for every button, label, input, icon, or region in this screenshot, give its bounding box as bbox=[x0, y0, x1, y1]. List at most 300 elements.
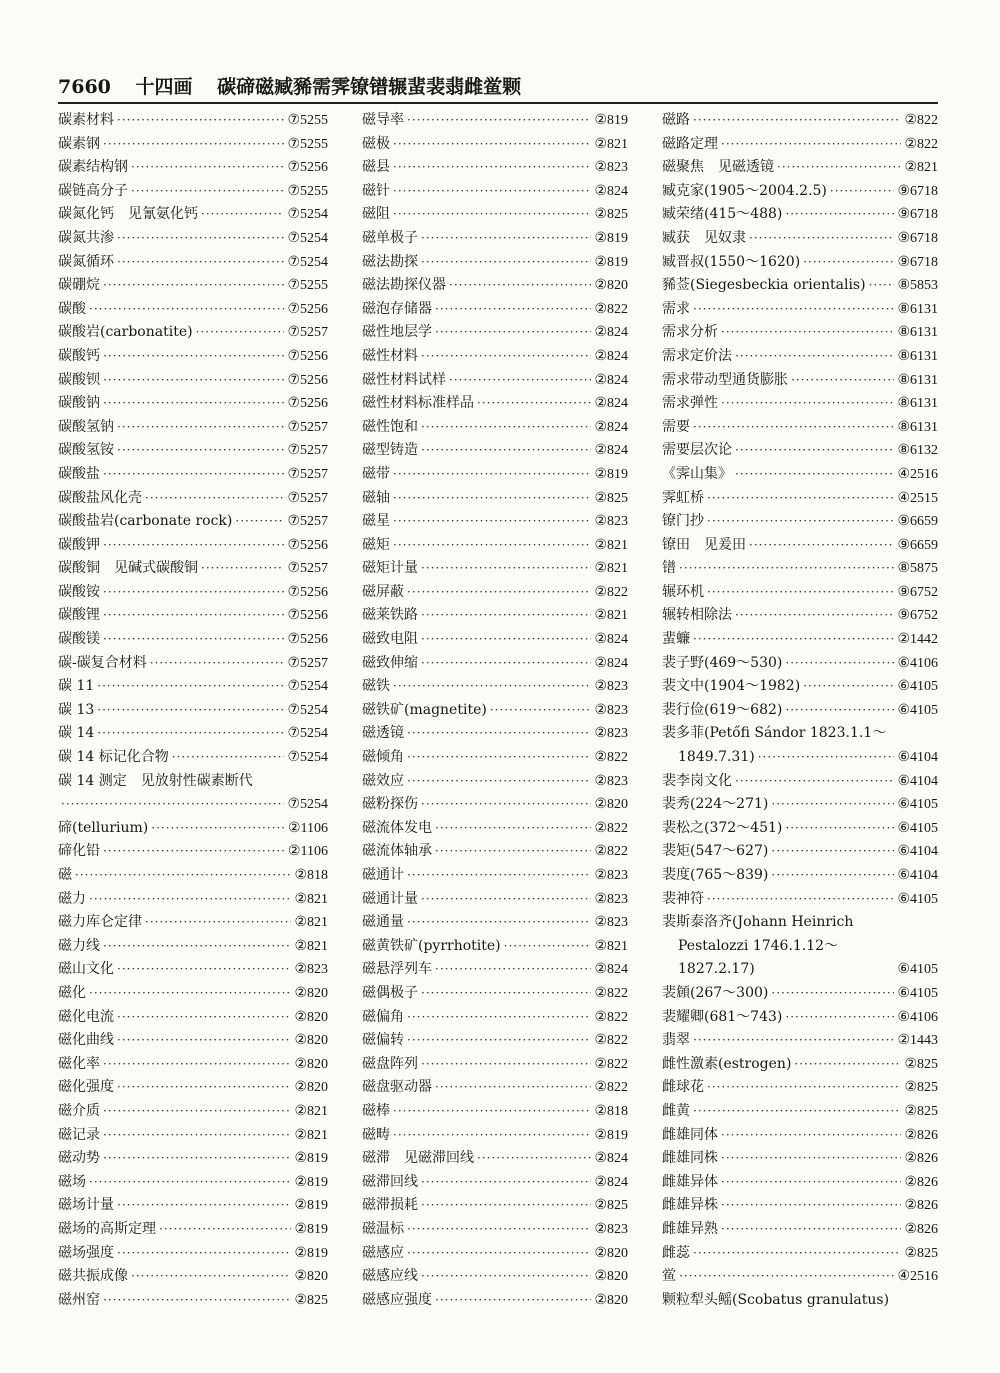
index-entry bbox=[58, 793, 328, 817]
index-entry bbox=[662, 699, 938, 723]
leader-dots bbox=[103, 1147, 291, 1171]
leader-dots bbox=[693, 298, 894, 322]
entry-reference: ⑦5257 bbox=[287, 561, 328, 577]
entry-reference: ②819 bbox=[294, 1174, 328, 1190]
index-entry bbox=[58, 817, 328, 841]
entry-term: 1849.7.31) bbox=[678, 749, 755, 766]
entry-reference: ②822 bbox=[594, 1080, 628, 1096]
leader-dots bbox=[201, 557, 284, 581]
entry-term: 磁通计量 bbox=[362, 890, 418, 907]
index-entry bbox=[662, 652, 938, 676]
entry-term: 碳氮共渗 bbox=[58, 229, 114, 246]
index-entry bbox=[58, 298, 328, 322]
entry-term: 磁棒 bbox=[362, 1102, 390, 1119]
leader-dots bbox=[693, 1242, 901, 1266]
entry-term: 磁盘驱动器 bbox=[362, 1079, 432, 1096]
entry-reference: ②826 bbox=[904, 1198, 938, 1214]
index-entry bbox=[362, 652, 628, 676]
entry-reference: ⑥4104 bbox=[897, 773, 938, 789]
entry-term: 磁带 bbox=[362, 465, 390, 482]
page-header bbox=[58, 72, 938, 102]
index-entry bbox=[662, 156, 938, 180]
leader-dots bbox=[735, 345, 894, 369]
entry-reference: ⑨6659 bbox=[897, 514, 938, 530]
index-entry bbox=[662, 439, 938, 463]
entry-term: 裴度(765～839) bbox=[662, 867, 769, 883]
leader-dots bbox=[771, 840, 894, 864]
entry-term: 裴行俭(619～682) bbox=[662, 701, 783, 718]
leader-dots bbox=[393, 203, 591, 227]
entry-reference: ②823 bbox=[594, 868, 628, 883]
index-entry bbox=[662, 770, 938, 794]
entry-reference: ⑨6718 bbox=[897, 230, 938, 246]
leader-dots bbox=[103, 840, 285, 864]
leader-dots bbox=[435, 840, 591, 864]
entry-term: 磁县 bbox=[362, 159, 390, 176]
leader-dots bbox=[435, 817, 591, 841]
leader-dots bbox=[97, 675, 284, 699]
entry-term: 雌性激素(estrogen) bbox=[662, 1055, 792, 1072]
index-entry bbox=[662, 1289, 938, 1313]
entry-term: 裴矩(547～627) bbox=[662, 843, 769, 860]
entry-reference: ②821 bbox=[594, 938, 628, 954]
leader-dots bbox=[693, 416, 894, 440]
entry-term: Pestalozzi 1746.1.12～ bbox=[678, 937, 839, 954]
index-entry bbox=[662, 321, 938, 345]
entry-term: 磁场 bbox=[58, 1173, 86, 1190]
index-entry bbox=[662, 1029, 938, 1053]
index-entry bbox=[58, 982, 328, 1006]
leader-dots bbox=[131, 156, 284, 180]
entry-reference: ②824 bbox=[594, 632, 628, 648]
leader-dots bbox=[721, 1218, 901, 1242]
leader-dots bbox=[201, 203, 284, 227]
index-entry bbox=[362, 770, 628, 794]
entry-reference: ②824 bbox=[594, 1174, 628, 1190]
entry-reference: ②820 bbox=[294, 1033, 328, 1049]
entry-reference: ⑦5255 bbox=[287, 183, 328, 199]
index-entry bbox=[662, 1053, 938, 1077]
index-entry bbox=[362, 1029, 628, 1053]
leader-dots bbox=[421, 888, 591, 912]
index-entry bbox=[362, 1194, 628, 1218]
leader-dots bbox=[707, 510, 894, 534]
entry-term: 磁粉探伤 bbox=[362, 796, 418, 813]
leader-dots bbox=[421, 557, 591, 581]
entry-term: 磁极 bbox=[362, 135, 390, 152]
index-entry bbox=[58, 1006, 328, 1030]
entry-reference: ②822 bbox=[594, 301, 628, 317]
entry-reference: ②822 bbox=[594, 820, 628, 836]
index-entry bbox=[58, 1242, 328, 1266]
entry-reference: ⑧6132 bbox=[897, 443, 938, 459]
entry-term: 裴頠(267～300) bbox=[662, 984, 769, 1001]
index-entry bbox=[362, 840, 628, 864]
index-entry bbox=[362, 298, 628, 322]
entry-reference: ⑥4104 bbox=[897, 868, 938, 883]
leader-dots bbox=[785, 1006, 894, 1030]
index-entry bbox=[362, 982, 628, 1006]
entry-reference: ②823 bbox=[594, 514, 628, 530]
leader-dots bbox=[407, 911, 591, 935]
index-entry bbox=[362, 1171, 628, 1195]
entry-reference: ②820 bbox=[294, 1009, 328, 1025]
entry-term: 磁致电阻 bbox=[362, 631, 418, 648]
entry-reference: ⑧5853 bbox=[897, 278, 938, 294]
index-entry bbox=[662, 392, 938, 416]
leader-dots bbox=[407, 770, 591, 794]
entry-term: 雌雄异体 bbox=[662, 1173, 718, 1190]
entry-term: 1827.2.17) bbox=[678, 961, 755, 978]
index-entry bbox=[362, 888, 628, 912]
leader-dots bbox=[721, 1171, 901, 1195]
leader-dots bbox=[421, 251, 591, 275]
entry-term: 磁性地层学 bbox=[362, 324, 432, 341]
entry-term: 碳 11 bbox=[58, 678, 95, 695]
leader-dots bbox=[131, 180, 284, 204]
index-entry bbox=[662, 487, 938, 511]
index-entry bbox=[362, 1147, 628, 1171]
leader-dots bbox=[421, 793, 591, 817]
leader-dots bbox=[693, 1029, 894, 1053]
entry-term: 磁透镜 bbox=[362, 725, 404, 742]
entry-term: 碳酸氢铵 bbox=[58, 442, 114, 459]
leader-dots bbox=[89, 1171, 291, 1195]
entry-term: 磁介质 bbox=[58, 1102, 100, 1119]
index-entry bbox=[58, 628, 328, 652]
leader-dots bbox=[693, 1100, 901, 1124]
entry-term: 磁单极子 bbox=[362, 229, 418, 246]
entry-term: 磁流体轴承 bbox=[362, 843, 432, 860]
entry-reference: ⑦5256 bbox=[287, 632, 328, 648]
entry-term: 雌黄 bbox=[662, 1102, 690, 1119]
leader-dots bbox=[435, 298, 591, 322]
leader-dots bbox=[151, 817, 285, 841]
leader-dots bbox=[393, 510, 591, 534]
leader-dots bbox=[707, 487, 894, 511]
index-entry bbox=[362, 203, 628, 227]
index-entry bbox=[58, 510, 328, 534]
index-entry bbox=[362, 1218, 628, 1242]
index-entry bbox=[58, 1053, 328, 1077]
leader-dots bbox=[103, 1124, 291, 1148]
entry-term: 碳素材料 bbox=[58, 112, 114, 128]
entry-term: 磁聚焦 见磁透镜 bbox=[662, 159, 774, 176]
entry-reference: ②820 bbox=[594, 797, 628, 813]
leader-dots bbox=[421, 345, 591, 369]
entry-reference: ②824 bbox=[594, 655, 628, 671]
leader-dots bbox=[749, 227, 894, 251]
leader-dots bbox=[421, 416, 591, 440]
entry-reference: ⑦5256 bbox=[287, 584, 328, 600]
entry-term: 磁悬浮列车 bbox=[362, 961, 432, 978]
index-entry bbox=[362, 534, 628, 558]
leader-dots bbox=[97, 699, 284, 723]
entry-reference: ⑦5256 bbox=[287, 372, 328, 388]
leader-dots bbox=[103, 369, 284, 393]
leader-dots bbox=[721, 392, 894, 416]
entry-reference: ⑦5257 bbox=[287, 490, 328, 506]
entry-term: 磁场的高斯定理 bbox=[58, 1220, 156, 1237]
index-entry bbox=[662, 369, 938, 393]
entry-reference: ②818 bbox=[594, 1103, 628, 1119]
leader-dots bbox=[679, 1265, 894, 1289]
entry-reference: ⑨6718 bbox=[897, 254, 938, 270]
entry-reference: ②820 bbox=[294, 1056, 328, 1072]
entry-term: 磁通计 bbox=[362, 867, 404, 883]
index-entry bbox=[362, 675, 628, 699]
entry-term: 磁致伸缩 bbox=[362, 654, 418, 671]
entry-reference: ⑦5257 bbox=[287, 325, 328, 341]
index-entry bbox=[662, 557, 938, 581]
leader-dots bbox=[407, 109, 591, 133]
index-entry bbox=[362, 227, 628, 251]
index-entry bbox=[362, 746, 628, 770]
index-entry bbox=[362, 699, 628, 723]
index-entry bbox=[662, 1265, 938, 1289]
index-entry bbox=[662, 1076, 938, 1100]
entry-reference: ②822 bbox=[594, 750, 628, 766]
entry-term: 磁矩计量 bbox=[362, 560, 418, 577]
index-entry bbox=[58, 1124, 328, 1148]
leader-dots bbox=[721, 1124, 901, 1148]
entry-term: 碳 14 测定 见放射性碳素断代 bbox=[58, 772, 253, 789]
entry-term: 磁场强度 bbox=[58, 1244, 114, 1261]
entry-reference: ②822 bbox=[904, 136, 938, 152]
entry-reference: ⑦5254 bbox=[287, 797, 328, 813]
entry-reference: ⑨6718 bbox=[897, 183, 938, 199]
entry-reference: ⑦5254 bbox=[287, 679, 328, 695]
entry-reference: ⑦5256 bbox=[287, 537, 328, 553]
entry-term: 雌球花 bbox=[662, 1079, 704, 1096]
entry-reference: ②825 bbox=[594, 1198, 628, 1214]
leader-dots bbox=[89, 298, 284, 322]
leader-dots bbox=[117, 109, 284, 133]
leader-dots bbox=[103, 1053, 291, 1077]
entry-term: 碳酸锂 bbox=[58, 607, 100, 624]
entry-term: 磁效应 bbox=[362, 772, 404, 789]
leader-dots bbox=[707, 581, 894, 605]
entry-term: 磁通量 bbox=[362, 914, 404, 931]
entry-term: 磁路定理 bbox=[662, 135, 718, 152]
entry-term: 磁化曲线 bbox=[58, 1032, 114, 1049]
entry-reference: ②821 bbox=[594, 608, 628, 624]
entry-term: 碳酸铵 bbox=[58, 583, 100, 600]
entry-term: 镨 bbox=[662, 560, 676, 577]
entry-term: 磁性材料 bbox=[362, 347, 418, 364]
entry-term: 裴秀(224～271) bbox=[662, 796, 769, 813]
index-entry bbox=[662, 463, 938, 487]
entry-term: 臧克家(1905～2004.2.5) bbox=[662, 182, 827, 199]
entry-reference: ⑦5254 bbox=[287, 207, 328, 223]
entry-term: 磁针 bbox=[362, 182, 390, 199]
entry-term: 磁星 bbox=[362, 513, 390, 530]
leader-dots bbox=[435, 958, 591, 982]
entry-reference: ②821 bbox=[594, 136, 628, 152]
leader-dots bbox=[117, 1006, 291, 1030]
index-entry bbox=[58, 203, 328, 227]
index-entry bbox=[362, 935, 628, 959]
entry-term: 磁共振成像 bbox=[58, 1268, 128, 1285]
entry-term: 臧荣绪(415～488) bbox=[662, 206, 783, 223]
index-entry bbox=[58, 935, 328, 959]
leader-dots bbox=[103, 274, 284, 298]
entry-term: 雌蕊 bbox=[662, 1244, 690, 1261]
index-entry bbox=[58, 392, 328, 416]
entry-term: 磁力库仑定律 bbox=[58, 914, 142, 931]
leader-dots bbox=[89, 982, 291, 1006]
index-entry bbox=[362, 793, 628, 817]
leader-dots bbox=[785, 203, 894, 227]
index-entry bbox=[662, 109, 938, 133]
entry-reference: ②819 bbox=[594, 254, 628, 270]
leader-dots bbox=[735, 439, 894, 463]
index-entry bbox=[58, 274, 328, 298]
entry-term: 颗粒犁头鳐(Scobatus granulatus) bbox=[662, 1291, 890, 1308]
entry-reference: ⑦5255 bbox=[287, 278, 328, 294]
entry-term: 磁偶极子 bbox=[362, 984, 418, 1001]
index-entry bbox=[58, 770, 328, 794]
entry-term: 磁性饱和 bbox=[362, 418, 418, 435]
leader-dots bbox=[103, 581, 284, 605]
entry-term: 磁场计量 bbox=[58, 1197, 114, 1214]
leader-dots bbox=[393, 675, 591, 699]
entry-reference: ②819 bbox=[594, 466, 628, 482]
index-entry bbox=[362, 557, 628, 581]
leader-dots bbox=[393, 487, 591, 511]
leader-dots bbox=[421, 982, 591, 1006]
entry-reference: ②819 bbox=[294, 1245, 328, 1261]
index-entry bbox=[662, 1171, 938, 1195]
index-entry bbox=[58, 840, 328, 864]
entry-term: 磁山文化 bbox=[58, 961, 114, 978]
index-entry bbox=[662, 251, 938, 275]
entry-reference: ②824 bbox=[594, 962, 628, 978]
index-entry bbox=[362, 1053, 628, 1077]
leader-dots bbox=[421, 227, 591, 251]
leader-dots bbox=[771, 793, 894, 817]
entry-reference: ⑦5257 bbox=[287, 514, 328, 530]
leader-dots bbox=[777, 156, 901, 180]
leader-dots bbox=[393, 1124, 591, 1148]
entry-reference: ⑦5256 bbox=[287, 348, 328, 364]
index-entry bbox=[362, 1242, 628, 1266]
index-entry bbox=[58, 911, 328, 935]
entry-term: 蜚蠊 bbox=[662, 631, 690, 648]
entry-reference: ②824 bbox=[594, 372, 628, 388]
entry-reference: ⑦5256 bbox=[287, 608, 328, 624]
entry-term: 磁化强度 bbox=[58, 1079, 114, 1096]
index-entry bbox=[362, 1265, 628, 1289]
entry-term: 需求分析 bbox=[662, 324, 718, 341]
entry-reference: ⑥4105 bbox=[897, 962, 938, 978]
entry-reference: ⑥4104 bbox=[897, 844, 938, 860]
index-entry bbox=[362, 958, 628, 982]
entry-reference: ②819 bbox=[294, 1151, 328, 1167]
index-entry bbox=[58, 1076, 328, 1100]
index-entry bbox=[662, 1194, 938, 1218]
index-entry bbox=[58, 604, 328, 628]
leader-dots bbox=[407, 722, 591, 746]
leader-dots bbox=[791, 369, 894, 393]
entry-reference: ⑦5254 bbox=[287, 254, 328, 270]
leader-dots bbox=[421, 1265, 591, 1289]
entry-term: 磁力线 bbox=[58, 937, 100, 954]
entry-term: 碳酸钡 bbox=[58, 371, 100, 388]
entry-term: 裴子野(469～530) bbox=[662, 654, 783, 671]
entry-reference: ②823 bbox=[594, 891, 628, 907]
entry-reference: ⑨6752 bbox=[897, 608, 938, 624]
entry-reference: ②822 bbox=[594, 985, 628, 1001]
entry-term: 裴文中(1904～1982) bbox=[662, 678, 801, 695]
leader-dots bbox=[758, 746, 895, 770]
entry-reference: ⑦5254 bbox=[287, 726, 328, 742]
index-entry bbox=[58, 345, 328, 369]
entry-term: 磁感应强度 bbox=[362, 1291, 432, 1308]
entry-term: 磁流体发电 bbox=[362, 819, 432, 836]
leader-dots bbox=[150, 652, 285, 676]
entry-reference: ⑧6131 bbox=[897, 301, 938, 317]
index-entry bbox=[58, 557, 328, 581]
entry-reference: ④2515 bbox=[897, 490, 938, 506]
entry-reference: ②819 bbox=[594, 113, 628, 128]
leader-dots bbox=[421, 652, 591, 676]
entry-reference: ②820 bbox=[594, 1245, 628, 1261]
entry-term: 辗环机 bbox=[662, 583, 704, 600]
leader-dots bbox=[103, 392, 284, 416]
entry-reference: ②820 bbox=[594, 1269, 628, 1285]
entry-term: 磁滞回线 bbox=[362, 1173, 418, 1190]
entry-term: 雌雄同株 bbox=[662, 1150, 718, 1167]
index-entry bbox=[662, 911, 938, 935]
entry-reference: ②819 bbox=[594, 230, 628, 246]
entry-term: 鲎 bbox=[662, 1268, 676, 1285]
entry-reference: ②824 bbox=[594, 1151, 628, 1167]
entry-reference: ⑥4105 bbox=[897, 797, 938, 813]
entry-reference: ②820 bbox=[294, 985, 328, 1001]
entry-reference: ⑥4106 bbox=[897, 1009, 938, 1025]
index-entry bbox=[58, 1194, 328, 1218]
leader-dots bbox=[771, 864, 894, 888]
leader-dots bbox=[735, 463, 894, 487]
index-entry bbox=[58, 369, 328, 393]
entry-reference: ②825 bbox=[904, 1103, 938, 1119]
entry-term: 磁化率 bbox=[58, 1055, 100, 1072]
entry-reference: ②822 bbox=[594, 844, 628, 860]
index-entry bbox=[362, 604, 628, 628]
index-entry bbox=[362, 274, 628, 298]
leader-dots bbox=[145, 911, 291, 935]
index-entry bbox=[362, 1100, 628, 1124]
leader-dots bbox=[103, 935, 291, 959]
entry-reference: ⑦5256 bbox=[287, 396, 328, 412]
entry-reference: ②824 bbox=[594, 348, 628, 364]
entry-reference: ②826 bbox=[904, 1127, 938, 1143]
leader-dots bbox=[196, 321, 285, 345]
entry-term: 需要 bbox=[662, 418, 690, 435]
entry-reference: ②826 bbox=[904, 1221, 938, 1237]
entry-reference: ②820 bbox=[294, 1080, 328, 1096]
entry-reference: ②823 bbox=[594, 915, 628, 931]
index-column-1 bbox=[58, 109, 328, 1319]
entry-reference: ⑦5256 bbox=[287, 160, 328, 176]
leader-dots bbox=[117, 958, 291, 982]
index-entry bbox=[58, 675, 328, 699]
index-entry bbox=[362, 321, 628, 345]
index-entry bbox=[58, 1218, 328, 1242]
index-column-2 bbox=[362, 109, 628, 1319]
entry-reference: ②826 bbox=[904, 1151, 938, 1167]
